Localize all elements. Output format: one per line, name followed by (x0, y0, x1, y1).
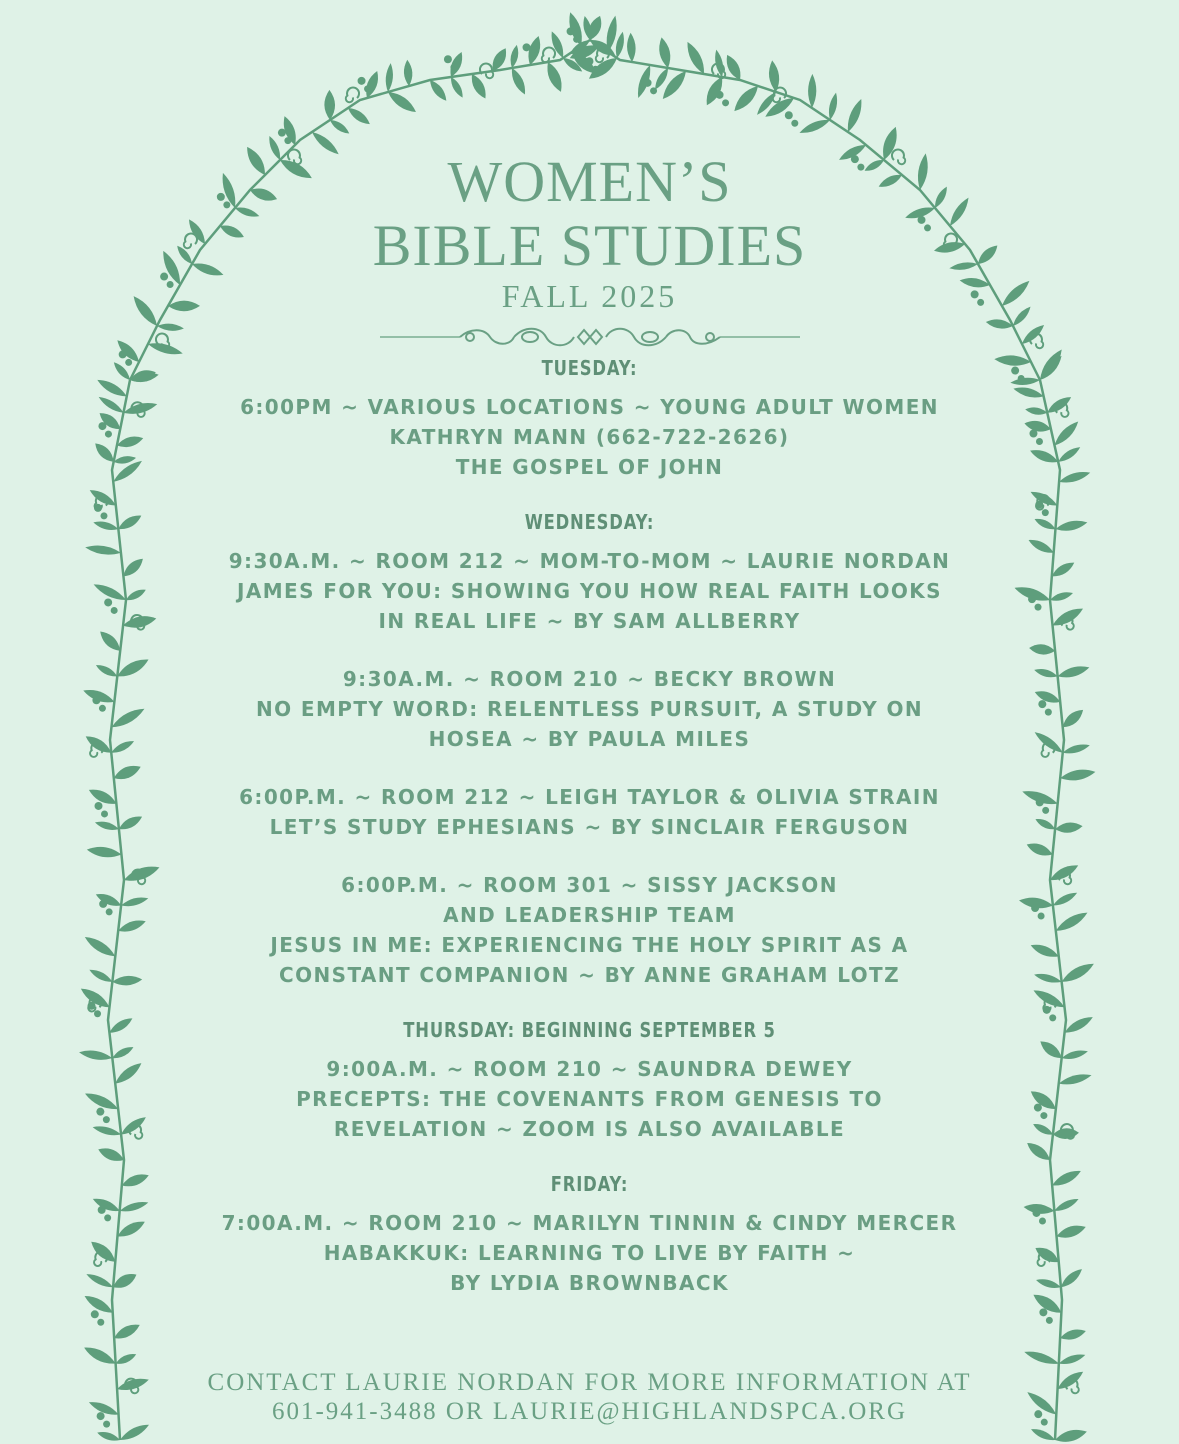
day-heading: TUESDAY: (541, 356, 638, 380)
study-line: REVELATION ~ ZOOM IS ALSO AVAILABLE (333, 1117, 846, 1141)
ornamental-divider-icon (380, 324, 800, 350)
study-line: IN REAL LIFE ~ BY SAM ALLBERRY (378, 609, 801, 633)
study-line: 7:00A.M. ~ ROOM 210 ~ MARILYN TINNIN & CINDY MERCER (221, 1211, 958, 1235)
study-line: 9:30A.M. ~ ROOM 210 ~ BECKY BROWN (342, 667, 837, 691)
study-line: 6:00P.M. ~ ROOM 301 ~ SISSY JACKSON (341, 873, 838, 897)
study-line: HABAKKUK: LEARNING TO LIVE BY FAITH ~ (323, 1241, 856, 1265)
day-heading: FRIDAY: (550, 1172, 629, 1196)
study-line: 6:00P.M. ~ ROOM 212 ~ LEIGH TAYLOR & OLIVIA STRAIN (239, 785, 940, 809)
study-line: NO EMPTY WORD: RELENTLESS PURSUIT, A STUDY ON (256, 697, 923, 721)
study-entry (180, 1054, 999, 1144)
study-line: HOSEA ~ BY PAULA MILES (428, 727, 751, 751)
contact-info (100, 1368, 1079, 1426)
study-line: LET’S STUDY EPHESIANS ~ BY SINCLAIR FERGUSON (269, 815, 910, 839)
study-line: THE GOSPEL OF JOHN (455, 455, 724, 479)
title-line-2: BIBLE STUDIES (372, 213, 807, 278)
study-line: PRECEPTS: THE COVENANTS FROM GENESIS TO (296, 1087, 883, 1111)
study-entry (180, 782, 999, 842)
contact-line-2: 601-941-3488 OR LAURIE@HIGHLANDSPCA.ORG (271, 1398, 908, 1425)
day-heading: WEDNESDAY: (524, 510, 655, 534)
title-line-1: WOMEN’S (447, 149, 732, 214)
study-line: AND LEADERSHIP TEAM (443, 903, 736, 927)
study-line: 9:30A.M. ~ ROOM 212 ~ MOM-TO-MOM ~ LAURIE NORDAN (228, 549, 951, 573)
flyer-content (180, 150, 999, 1326)
study-line: CONSTANT COMPANION ~ BY ANNE GRAHAM LOTZ (279, 963, 900, 987)
study-line: JAMES FOR YOU: SHOWING YOU HOW REAL FAITH LOOKS (237, 579, 942, 603)
study-entry (180, 546, 999, 636)
study-entry (180, 392, 999, 482)
study-entry (180, 870, 999, 990)
study-line: BY LYDIA BROWNBACK (450, 1271, 729, 1295)
study-entry (180, 1208, 999, 1298)
contact-line-1: CONTACT LAURIE NORDAN FOR MORE INFORMATION AT (207, 1369, 972, 1396)
day-heading: THURSDAY: BEGINNING SEPTEMBER 5 (403, 1018, 776, 1042)
study-line: KATHRYN MANN (662-722-2626) (389, 425, 790, 449)
study-line: JESUS IN ME: EXPERIENCING THE HOLY SPIRIT AS A (270, 933, 909, 957)
schedule (180, 356, 999, 1298)
subtitle: FALL 2025 (501, 278, 678, 314)
study-entry (180, 664, 999, 754)
study-line: 9:00A.M. ~ ROOM 210 ~ SAUNDRA DEWEY (326, 1057, 853, 1081)
study-line: 6:00PM ~ VARIOUS LOCATIONS ~ YOUNG ADULT WOMEN (240, 395, 939, 419)
